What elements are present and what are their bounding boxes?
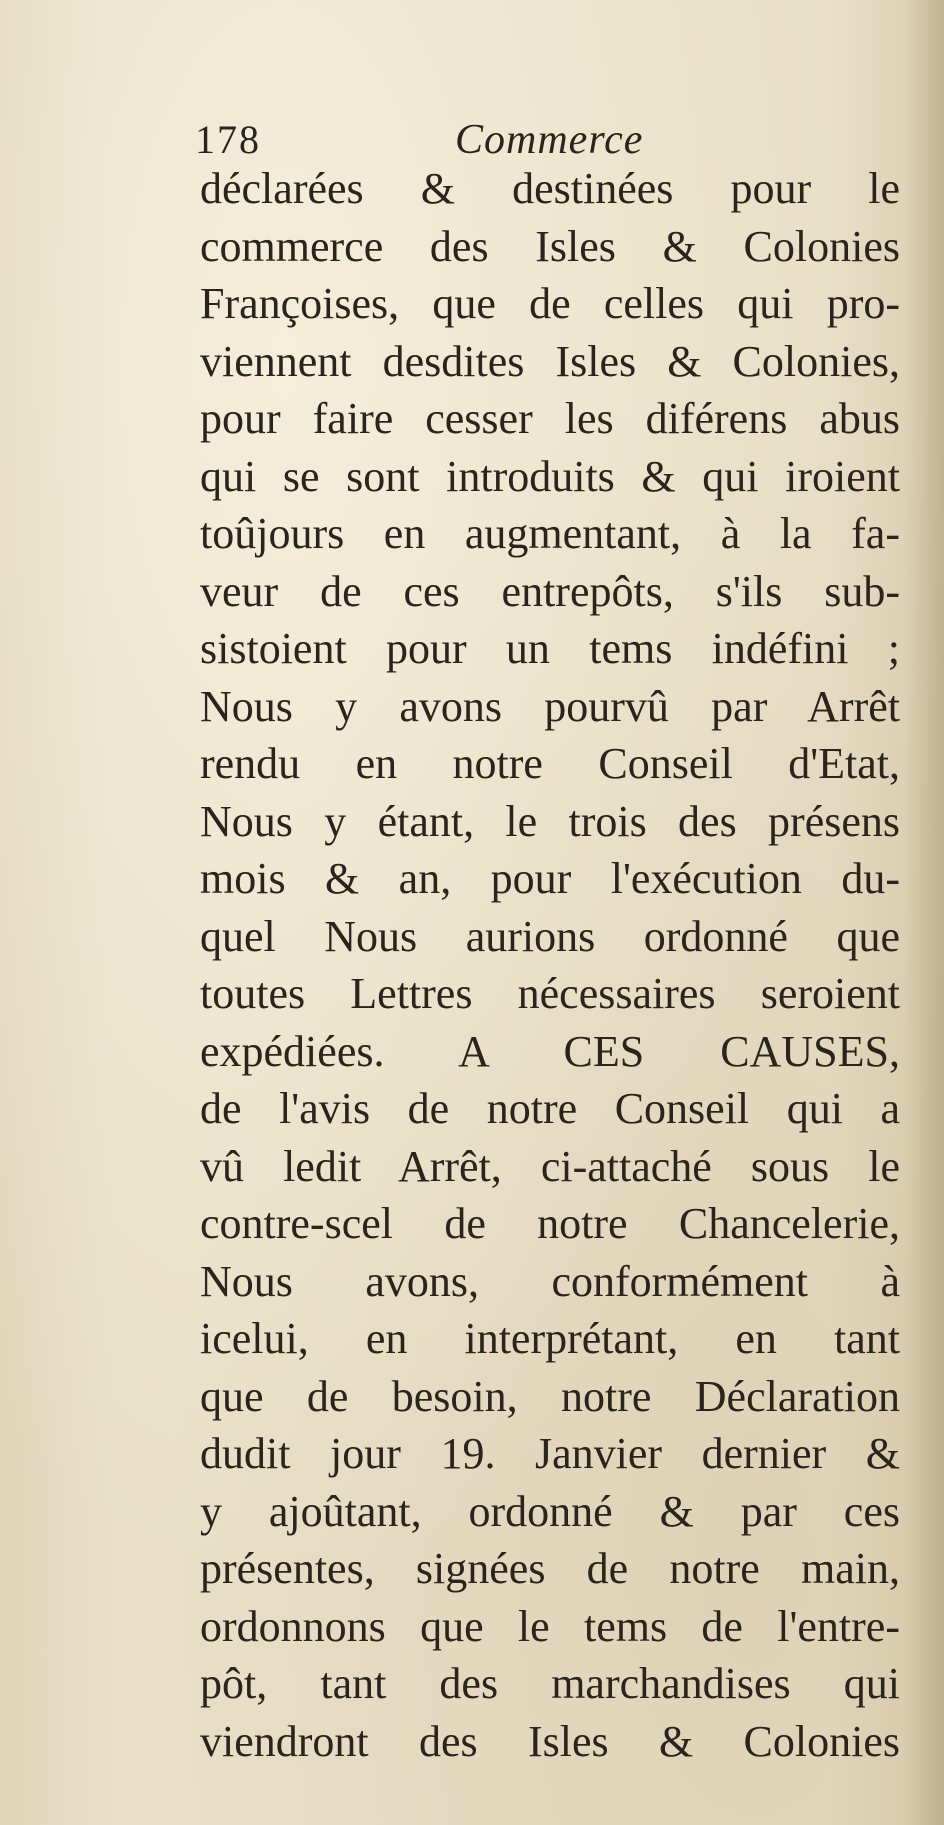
- page-edge-shadow: [904, 0, 944, 1825]
- text-line: toutes Lettres nécessaires seroient: [200, 969, 900, 1018]
- page-number: 178: [195, 117, 261, 162]
- text-line: Nous y avons pourvû par Arrêt: [200, 681, 900, 731]
- text-line: viennent desdites Isles & Colonies,: [200, 336, 900, 386]
- text-line: de l'avis de notre Conseil qui a: [200, 1084, 900, 1133]
- text-line: Nous y étant, le trois des présens: [200, 796, 900, 846]
- text-line: pour faire cesser les diférens abus: [200, 394, 900, 443]
- text-line: Françoises, que de celles qui pro-: [200, 279, 900, 328]
- text-line: présentes, signées de notre main,: [200, 1544, 900, 1593]
- text-line: veur de ces entrepôts, s'ils sub-: [200, 566, 900, 616]
- text-line: contre-scel de notre Chancelerie,: [200, 1199, 900, 1248]
- text-line: que de besoin, notre Déclaration: [200, 1371, 900, 1421]
- text-line: y ajoûtant, ordonné & par ces: [200, 1486, 900, 1536]
- text-line: mois & an, pour l'exécution du-: [200, 854, 900, 903]
- text-line: qui se sont introduits & qui iroient: [200, 451, 900, 501]
- text-line: expédiées. A CES CAUSES,: [200, 1026, 900, 1076]
- body-text: [200, 160, 900, 1770]
- text-line: viendront des Isles & Colonies: [200, 1716, 900, 1766]
- text-line: pôt, tant des marchandises qui: [200, 1659, 900, 1708]
- text-line: ordonnons que le tems de l'entre-: [200, 1601, 900, 1651]
- text-line: sistoient pour un tems indéfini ;: [200, 624, 900, 673]
- running-head: Commerce: [455, 117, 644, 163]
- text-line: dudit jour 19. Janvier dernier &: [200, 1429, 900, 1478]
- text-line: quel Nous aurions ordonné que: [200, 911, 900, 961]
- text-line: déclarées & destinées pour le: [200, 164, 900, 213]
- text-line: commerce des Isles & Colonies: [200, 221, 900, 271]
- text-line: rendu en notre Conseil d'Etat,: [200, 739, 900, 788]
- text-line: toûjours en augmentant, à la fa-: [200, 509, 900, 558]
- text-line: icelui, en interprétant, en tant: [200, 1314, 900, 1363]
- text-line: vû ledit Arrêt, ci-attaché sous le: [200, 1141, 900, 1191]
- text-line: Nous avons, conformément à: [200, 1256, 900, 1306]
